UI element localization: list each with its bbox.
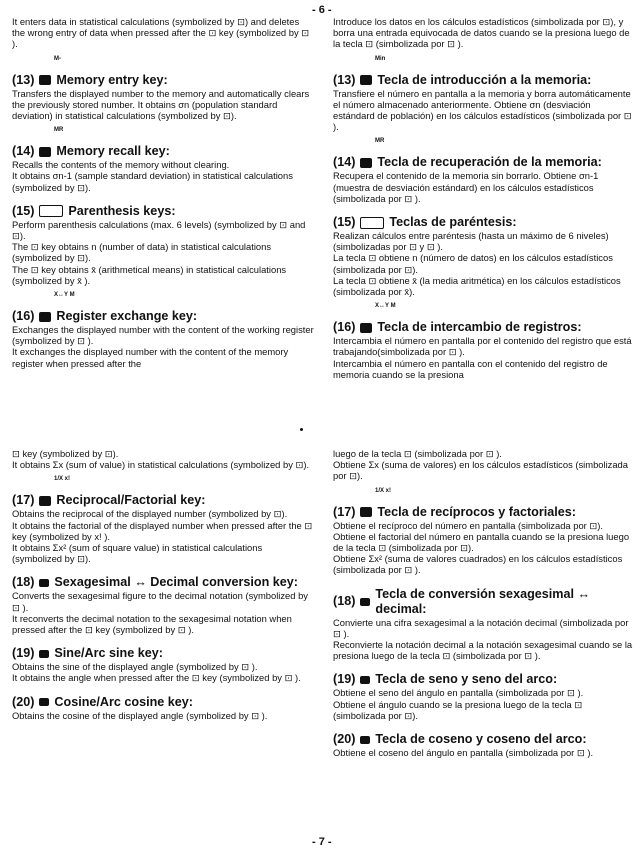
section-number: (17) xyxy=(12,493,35,508)
key-caption: MR xyxy=(375,138,385,145)
paragraph: It obtains the factorial of the displayed number when pressed after the ⊡ key (symbolized by x! ). xyxy=(12,519,313,542)
paragraph: It obtains Σx (sum of value) in statistical calculations (symbolized by ⊡). xyxy=(12,459,310,471)
paragraph: Converts the sexagesimal figure to the decimal notation (symbolized by ⊡ ). xyxy=(12,590,308,613)
section-number: (16) xyxy=(12,309,35,324)
paragraph: Obtiene Σx (suma de valores) en los cálculos estadísticos (simbolizada por ⊡). xyxy=(333,459,628,482)
top-half xyxy=(0,16,644,418)
section-heading xyxy=(333,73,633,88)
paragraph: Transfers the displayed number to the memory and automatically clears the previously stored number. It obtains σn (population standard deviation) in statistical calculations (symbolized by ⊡). xyxy=(12,87,310,122)
page-number-bottom: - 7 - xyxy=(312,836,332,848)
paragraph: It enters data in statistical calculations (symbolized by ⊡) and deletes the wrong entry of data when pressed after the ⊡ key (symbolized by ⊡ ). xyxy=(12,16,310,50)
section-title: Teclas de paréntesis: xyxy=(389,215,517,230)
paragraph: Intercambia el número en pantalla con el contenido del registro de memoria cuando se la presiona xyxy=(333,357,608,380)
section-title: Sexagesimal ↔ Decimal conversion key: xyxy=(54,575,299,590)
section-heading xyxy=(12,73,314,88)
section-heading xyxy=(333,155,633,170)
paragraph: La tecla ⊡ obtiene n (número de datos) en los cálculos estadísticos (simbolizada por ⊡). xyxy=(333,252,613,275)
paragraph: Reconvierte la notación decimal a la notación sexagesimal cuando se la presiona luego de la tecla ⊡ (simbolizada por ⊡ ). xyxy=(333,639,633,662)
paragraph: Convierte una cifra sexagesimal a la notación decimal (simbolizada por ⊡ ). xyxy=(333,616,629,639)
parenthesis-key-icon xyxy=(360,217,384,229)
bottom-left-column xyxy=(12,448,314,721)
paragraph: Obtains the reciprocal of the displayed number (symbolized by ⊡). xyxy=(12,508,288,520)
section-title: Memory entry key: xyxy=(56,72,168,87)
parenthesis-key-icon xyxy=(39,205,63,217)
section-heading xyxy=(333,587,633,617)
separator-dot xyxy=(300,428,303,431)
section-heading xyxy=(12,204,314,219)
page-number-top: - 6 - xyxy=(312,4,332,16)
section-number: (14) xyxy=(12,144,35,159)
paragraph: Obtiene el recíproco del número en pantalla (simbolizada por ⊡). xyxy=(333,519,603,531)
paragraph: Obtiene el seno del ángulo en pantalla (simbolizada por ⊡ ). xyxy=(333,687,584,699)
section-heading xyxy=(333,732,633,747)
calculator-key-icon xyxy=(360,676,370,684)
paragraph: ⊡ key (symbolized by ⊡). xyxy=(12,448,119,459)
calculator-key-icon xyxy=(360,323,372,333)
section-heading xyxy=(12,646,314,661)
paragraph: Obtiene el ángulo cuando se la presiona luego de la tecla ⊡ (simbolizada por ⊡). xyxy=(333,698,583,721)
calculator-key-icon xyxy=(39,650,49,658)
section-number: (18) xyxy=(12,575,35,590)
bottom-half xyxy=(0,448,644,838)
section-title: Tecla de introducción a la memoria: xyxy=(377,72,592,87)
section-title: Parenthesis keys: xyxy=(68,203,176,218)
calculator-key-icon xyxy=(360,158,372,168)
section-number: (13) xyxy=(12,72,35,87)
section-title: Cosine/Arc cosine key: xyxy=(54,694,193,709)
key-caption: 1/X x! xyxy=(54,476,71,483)
paragraph: Obtiene el coseno del ángulo en pantalla (simbolizada por ⊡ ). xyxy=(333,747,594,759)
paragraph: Exchanges the displayed number with the content of the working register (symbolized by ⊡ ). xyxy=(12,324,314,347)
section-number: (20) xyxy=(333,732,356,747)
calculator-key-icon xyxy=(39,496,51,506)
paragraph: La tecla ⊡ obtiene x̄ (la media aritmética) en los cálculos estadísticos (simbolizada por x̄). xyxy=(333,274,621,298)
paragraph: Introduce los datos en los cálculos estadísticos (simbolizada por ⊡), y borra una entrada equivocada de datos cuando se la presiona luego de la tecla ⊡ (simbolizada por ⊡ ). xyxy=(333,16,630,50)
section-title: Memory recall key: xyxy=(56,144,170,159)
key-caption: Min xyxy=(375,55,386,62)
paragraph: The ⊡ key obtains x̄ (arithmetical means) in statistical calculations (symbolized by x̄ ). xyxy=(12,263,287,286)
calculator-key-icon xyxy=(39,75,51,85)
calculator-key-icon xyxy=(360,507,372,517)
paragraph: luego de la tecla ⊡ (simbolizada por ⊡ ). xyxy=(333,448,502,459)
section-title: Tecla de recíprocos y factoriales: xyxy=(377,504,576,519)
key-caption: 1/X x! xyxy=(375,487,392,494)
paragraph: Recupera el contenido de la memoria sin borrarlo. Obtiene σn-1 (muestra de desviación estándard) en los cálculos estadísticos (simbolizada por ⊡ ). xyxy=(333,170,599,204)
paragraph: Obtiene el factorial del número en pantalla cuando se la presiona luego de la tecla ⊡ (simbolizada por ⊡). xyxy=(333,530,630,554)
section-title: Tecla de intercambio de registros: xyxy=(377,320,582,335)
calculator-key-icon xyxy=(39,579,49,587)
paragraph: Realizan cálculos entre paréntesis (hasta un máximo de 6 niveles) (simbolizadas por ⊡ y ⊡ ). xyxy=(333,230,609,253)
section-title: Tecla de seno y seno del arco: xyxy=(375,672,558,687)
section-heading xyxy=(333,215,633,230)
section-heading xyxy=(12,493,314,508)
section-number: (17) xyxy=(333,504,356,519)
top-left-column xyxy=(12,16,314,369)
section-number: (19) xyxy=(12,646,35,661)
section-heading xyxy=(12,575,314,590)
paragraph: It exchanges the displayed number with the content of the memory register when pressed after the xyxy=(12,346,289,369)
section-number: (13) xyxy=(333,72,356,87)
key-caption: MR xyxy=(54,127,64,134)
section-title: Reciprocal/Factorial key: xyxy=(56,493,206,508)
calculator-key-icon xyxy=(360,598,370,606)
calculator-key-icon xyxy=(360,75,372,85)
top-right-column xyxy=(333,16,633,380)
paragraph: Obtiene Σx² (suma de valores cuadrados) en los cálculos estadísticos (simbolizada por ⊡ ). xyxy=(333,553,623,576)
paragraph: Intercambia el número en pantalla por el contenido del registro que está trabajando(simbolizada por ⊡ ). xyxy=(333,335,632,358)
calculator-key-icon xyxy=(39,147,51,157)
paragraph: It obtains the angle when pressed after the ⊡ key (symbolized by ⊡ ). xyxy=(12,672,301,684)
section-title: Tecla de conversión sexagesimal ↔ decimal: xyxy=(375,586,591,616)
section-title: Tecla de coseno y coseno del arco: xyxy=(375,732,587,747)
calculator-key-icon xyxy=(39,698,49,706)
key-caption: X↔Y M xyxy=(54,292,75,299)
section-number: (16) xyxy=(333,320,356,335)
section-number: (18) xyxy=(333,594,356,609)
section-number: (15) xyxy=(12,203,35,218)
section-heading xyxy=(333,672,633,687)
paragraph: It obtains Σx² (sum of square value) in statistical calculations (symbolized by ⊡). xyxy=(12,542,263,565)
section-title: Tecla de recuperación de la memoria: xyxy=(377,155,602,170)
paragraph: Transfiere el número en pantalla a la memoria y borra automáticamente el número almacenado anteriormente. Obtiene σn (desviación estándard de población) en los cálculos estadísticos (simbolizada por ⊡ ). xyxy=(333,87,632,133)
section-heading xyxy=(333,505,633,520)
section-number: (20) xyxy=(12,694,35,709)
paragraph: The ⊡ key obtains n (number of data) in statistical calculations (symbolized by ⊡). xyxy=(12,241,272,264)
section-title: Sine/Arc sine key: xyxy=(54,646,163,661)
paragraph: Perform parenthesis calculations (max. 6 levels) (symbolized by ⊡ and ⊡). xyxy=(12,218,306,242)
section-heading xyxy=(333,320,633,335)
bottom-right-column xyxy=(333,448,633,758)
section-number: (15) xyxy=(333,215,356,230)
paragraph: Obtains the sine of the displayed angle (symbolized by ⊡ ). xyxy=(12,661,258,673)
calculator-key-icon xyxy=(360,736,370,744)
section-heading xyxy=(12,695,314,710)
paragraph: Obtains the cosine of the displayed angle (symbolized by ⊡ ). xyxy=(12,709,268,721)
key-caption: X↔Y M xyxy=(375,303,396,310)
section-number: (14) xyxy=(333,155,356,170)
section-title: Register exchange key: xyxy=(56,309,198,324)
paragraph: It reconverts the decimal notation to the sexagesimal notation when pressed after the ⊡ key (symbolized by ⊡ ). xyxy=(12,612,292,636)
key-caption: M- xyxy=(54,55,61,62)
paragraph: Recalls the contents of the memory without clearing. xyxy=(12,159,230,171)
calculator-key-icon xyxy=(39,312,51,322)
section-number: (19) xyxy=(333,672,356,687)
section-heading xyxy=(12,309,314,324)
section-heading xyxy=(12,144,314,159)
paragraph: It obtains σn-1 (sample standard deviation) in statistical calculations (symbolized by ⊡). xyxy=(12,170,293,193)
